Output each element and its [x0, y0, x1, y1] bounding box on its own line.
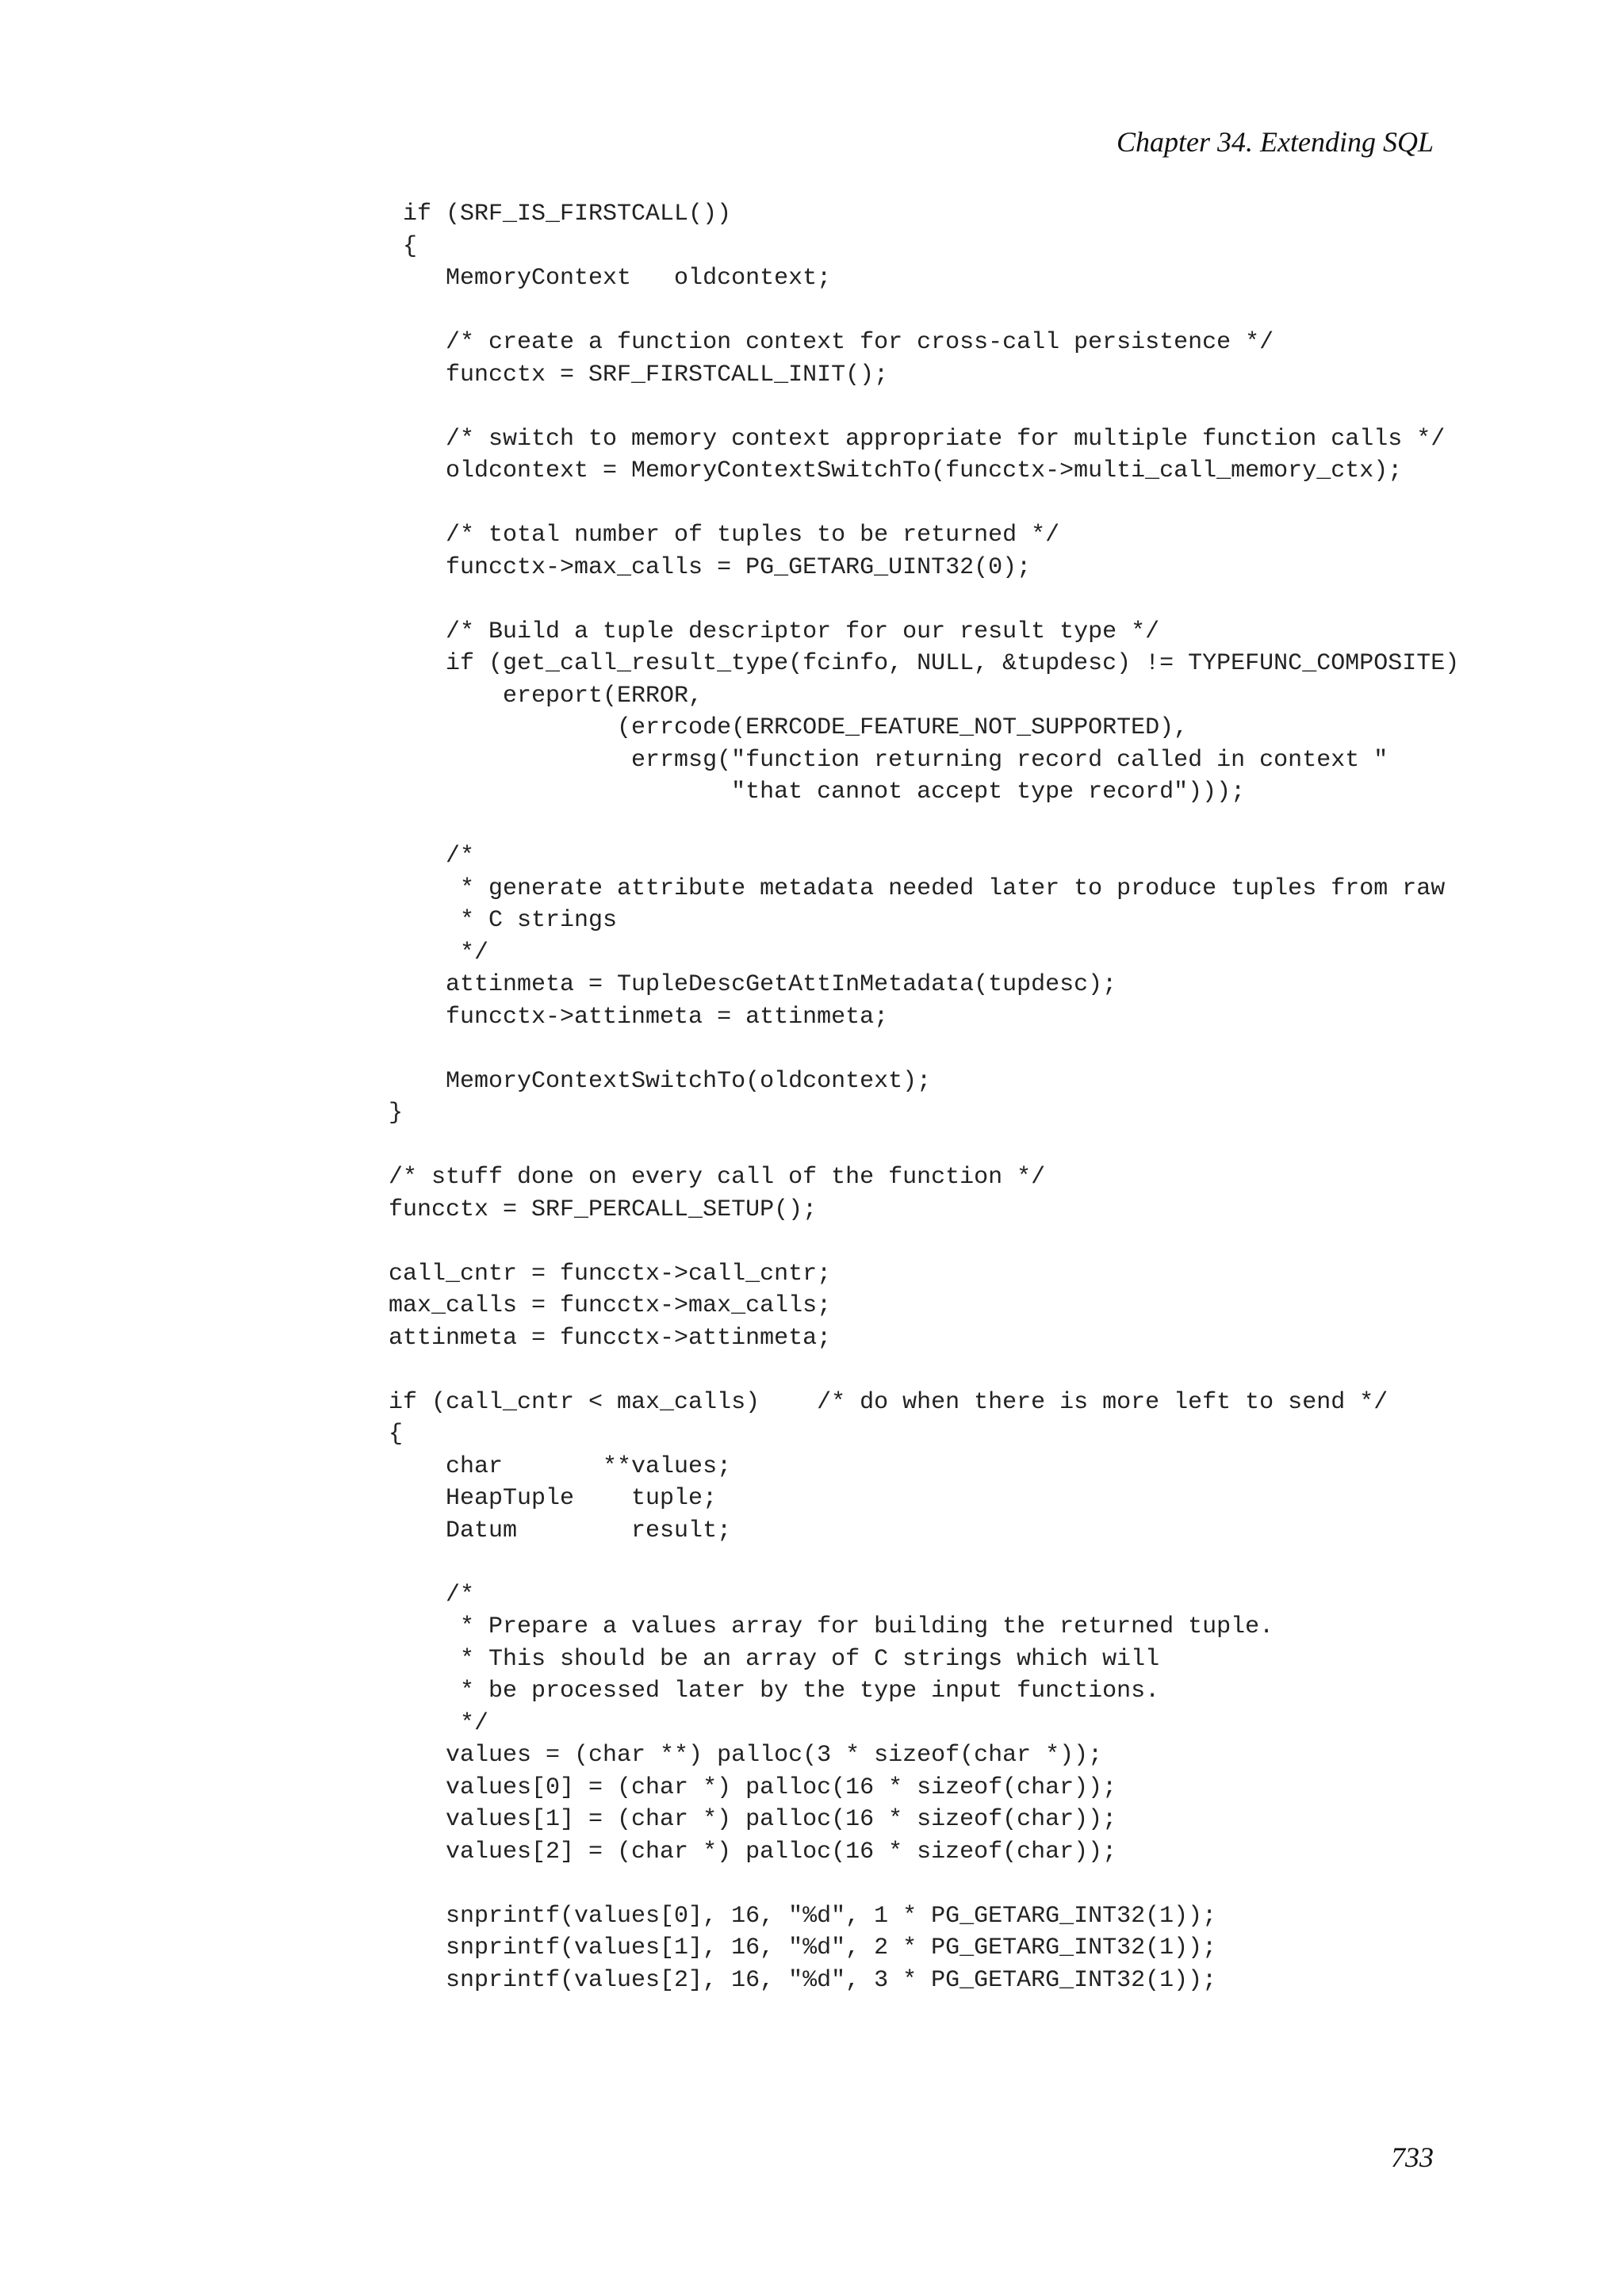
code-line: max_calls = funcctx->max_calls;: [389, 1292, 832, 1319]
code-line: errmsg("function returning record called in context ": [389, 746, 1388, 774]
code-line: /* stuff done on every call of the function */: [389, 1164, 1046, 1191]
code-line: if (SRF_IS_FIRSTCALL()): [389, 201, 732, 228]
code-line: MemoryContextSwitchTo(oldcontext);: [389, 1067, 932, 1095]
code-line: HeapTuple tuple;: [389, 1485, 718, 1512]
code-line: funcctx->attinmeta = attinmeta;: [389, 1003, 889, 1031]
code-line: snprintf(values[2], 16, "%d", 3 * PG_GETARG_INT32(1));: [389, 1966, 1217, 1994]
code-line: }: [389, 1100, 404, 1127]
code-line: attinmeta = TupleDescGetAttInMetadata(tupdesc);: [389, 971, 1117, 998]
code-line: if (get_call_result_type(fcinfo, NULL, &tupdesc) != TYPEFUNC_COMPOSITE): [389, 650, 1460, 677]
code-line: * C strings: [389, 907, 618, 934]
code-line: [389, 1130, 1459, 1162]
code-line: [389, 1354, 1459, 1387]
code-line: [389, 1033, 1459, 1066]
chapter-header: Chapter 34. Extending SQL: [1116, 126, 1434, 158]
code-line: * This should be an array of C strings which will: [389, 1645, 1160, 1673]
code-line: * generate attribute metadata needed later to produce tuples from raw: [389, 874, 1446, 902]
code-line: [389, 391, 1459, 423]
code-line: /* create a function context for cross-call persistence */: [389, 329, 1274, 356]
code-line: char **values;: [389, 1452, 732, 1480]
code-line: if (call_cntr < max_calls) /* do when there is more left to send */: [389, 1388, 1388, 1416]
code-line: ereport(ERROR,: [389, 682, 703, 710]
code-line: * Prepare a values array for building the returned tuple.: [389, 1613, 1274, 1640]
code-line: {: [389, 1421, 404, 1448]
code-line: values[1] = (char *) palloc(16 * sizeof(char));: [389, 1806, 1117, 1833]
code-line: call_cntr = funcctx->call_cntr;: [389, 1260, 832, 1288]
code-line: [389, 488, 1459, 520]
code-line: Datum result;: [389, 1517, 732, 1544]
code-line: /*: [389, 843, 475, 870]
code-line: funcctx = SRF_FIRSTCALL_INIT();: [389, 361, 889, 388]
code-line: /* total number of tuples to be returned */: [389, 522, 1060, 549]
code-line: {: [389, 232, 418, 260]
code-line: /* Build a tuple descriptor for our result type */: [389, 618, 1160, 645]
code-line: /* switch to memory context appropriate for multiple function calls */: [389, 425, 1446, 453]
code-listing: [389, 198, 1459, 1996]
code-line: [389, 295, 1459, 327]
code-line: /*: [389, 1581, 475, 1609]
code-line: */: [389, 939, 489, 966]
code-line: oldcontext = MemoryContextSwitchTo(funcctx->multi_call_memory_ctx);: [389, 457, 1403, 484]
code-line: * be processed later by the type input functions.: [389, 1678, 1160, 1705]
code-line: [389, 1226, 1459, 1258]
code-line: values[2] = (char *) palloc(16 * sizeof(char));: [389, 1838, 1117, 1866]
code-line: [389, 1547, 1459, 1579]
code-line: (errcode(ERRCODE_FEATURE_NOT_SUPPORTED),: [389, 714, 1189, 741]
code-line: funcctx->max_calls = PG_GETARG_UINT32(0);: [389, 553, 1032, 581]
code-line: MemoryContext oldcontext;: [389, 265, 832, 292]
code-line: snprintf(values[0], 16, "%d", 1 * PG_GETARG_INT32(1));: [389, 1902, 1217, 1930]
page-number: 733: [1391, 2141, 1434, 2173]
code-line: [389, 584, 1459, 616]
code-line: values = (char **) palloc(3 * sizeof(char *));: [389, 1742, 1103, 1769]
code-line: "that cannot accept type record")));: [389, 779, 1246, 806]
code-line: funcctx = SRF_PERCALL_SETUP();: [389, 1196, 818, 1223]
code-line: [389, 1868, 1459, 1900]
code-line: values[0] = (char *) palloc(16 * sizeof(char));: [389, 1774, 1117, 1801]
code-line: [389, 809, 1459, 841]
code-line: snprintf(values[1], 16, "%d", 2 * PG_GETARG_INT32(1));: [389, 1934, 1217, 1961]
code-line: attinmeta = funcctx->attinmeta;: [389, 1324, 832, 1352]
code-line: */: [389, 1709, 489, 1737]
